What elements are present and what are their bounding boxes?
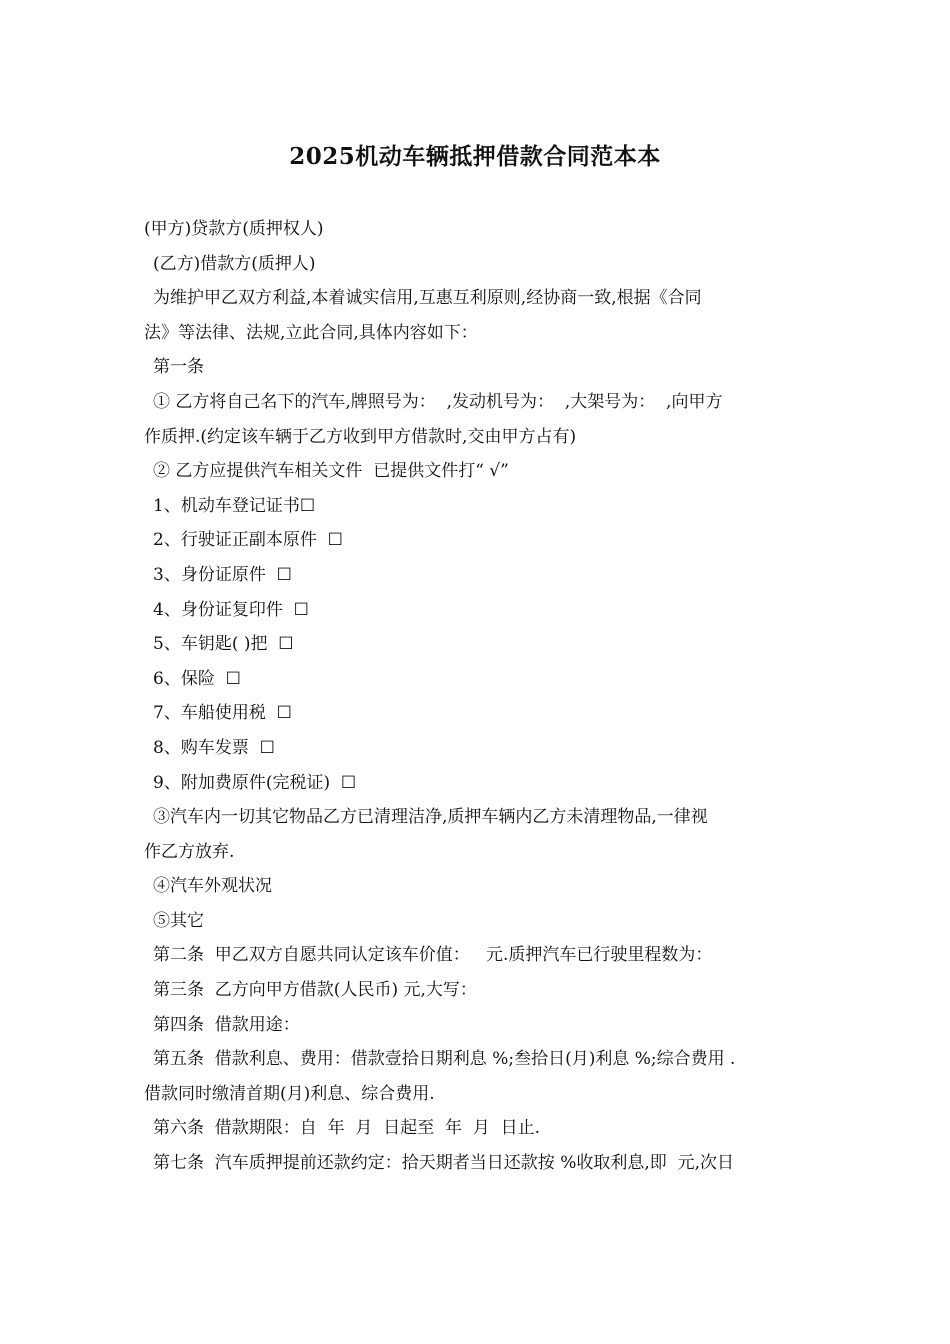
document-title: 2025机动车辆抵押借款合同范本本 xyxy=(289,143,661,170)
text-line: 4、身份证复印件 ☐ xyxy=(153,599,309,620)
text-line: ④汽车外观状况 xyxy=(153,876,272,897)
text-line: 第五条 借款利息、费用：借款壹拾日期利息 %;叁拾日(月)利息 %;综合费用 . xyxy=(153,1049,736,1070)
text-line: 1、机动车登记证书☐ xyxy=(153,495,316,516)
document-body xyxy=(144,212,814,1181)
text-line: 6、保险 ☐ xyxy=(153,668,241,689)
text-line: ② 乙方应提供汽车相关文件 已提供文件打“ √” xyxy=(153,461,509,482)
text-line: 8、购车发票 ☐ xyxy=(153,737,275,758)
text-line: 9、附加费原件(完税证) ☐ xyxy=(153,772,357,793)
text-line: 5、车钥匙( )把 ☐ xyxy=(153,634,294,655)
text-line: 法》等法律、法规,立此合同,具体内容如下： xyxy=(144,322,478,343)
text-line: 第三条 乙方向甲方借款(人民币) 元,大写： xyxy=(153,980,477,1001)
text-line: 作乙方放弃. xyxy=(144,841,235,862)
text-line: (甲方)贷款方(质押权人) xyxy=(144,219,324,239)
text-line: 作质押.(约定该车辆于乙方收到甲方借款时,交由甲方占有) xyxy=(144,426,577,447)
text-line: 借款同时缴清首期(月)利息、综合费用. xyxy=(144,1083,435,1104)
text-line: 7、车船使用税 ☐ xyxy=(153,703,292,724)
text-line: 第一条 xyxy=(153,357,204,378)
text-line: 3、身份证原件 ☐ xyxy=(153,564,292,585)
text-line: 2、行驶证正副本原件 ☐ xyxy=(153,530,343,551)
text-line: 第六条 借款期限：自 年 月 日起至 年 月 日止. xyxy=(153,1118,541,1139)
text-line: ⑤其它 xyxy=(153,910,204,931)
text-line: 第四条 借款用途： xyxy=(153,1014,300,1035)
text-line: ① 乙方将自己名下的汽车,牌照号为： ,发动机号为： ,大架号为： ,向甲方 xyxy=(153,391,723,412)
text-line: 第七条 汽车质押提前还款约定：拾天期者当日还款按 %收取利息,即 元,次日 xyxy=(153,1153,734,1174)
text-line: 为维护甲乙双方利益,本着诚实信用,互惠互利原则,经协商一致,根据《合同 xyxy=(153,288,702,309)
text-line: 第二条 甲乙双方自愿共同认定该车价值： 元.质押汽车已行驶里程数为： xyxy=(153,945,713,966)
text-line: (乙方)借款方(质押人) xyxy=(153,253,316,274)
text-line: ③汽车内一切其它物品乙方已清理洁净,质押车辆内乙方未清理物品,一律视 xyxy=(153,807,708,828)
